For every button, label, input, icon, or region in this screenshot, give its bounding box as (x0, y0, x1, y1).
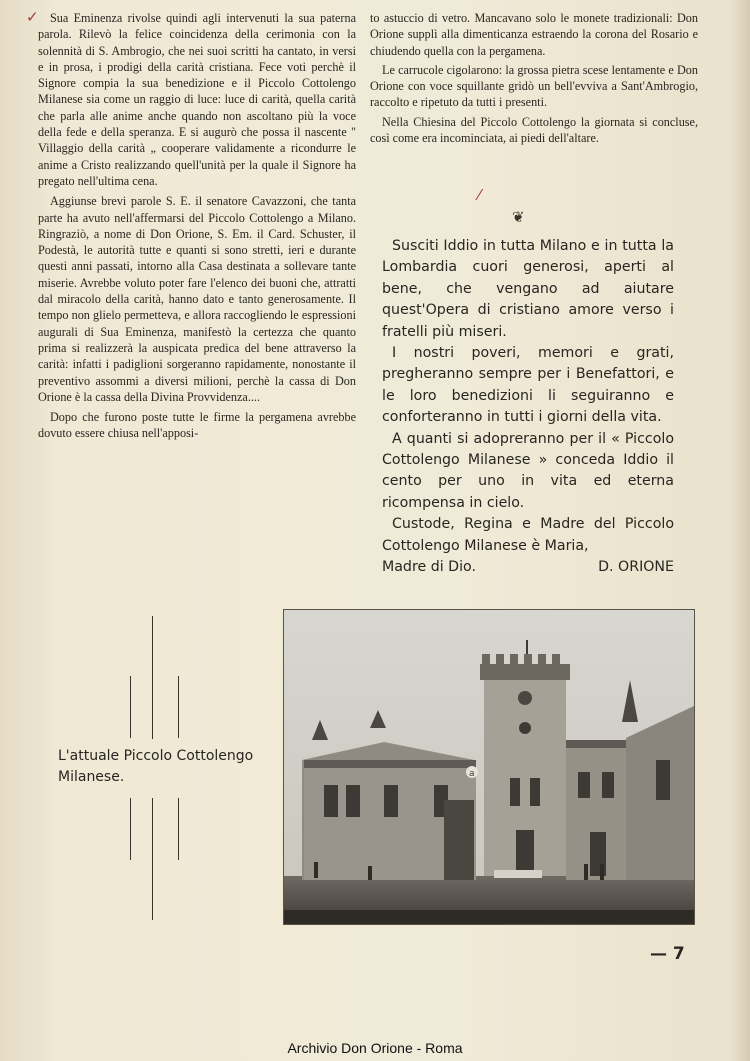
appeal-paragraph-3: A quanti si adopreranno per il « Piccolo Cottolengo Milanese » conceda Iddio il cento per uno in vita ed eterna ricompensa in cielo. (382, 430, 674, 511)
left-paragraph-2: Aggiunse brevi parole S. E. il senatore Cavazzoni, che tanta parte ha avuto nell'affermarsi del Piccolo Cottolengo a Milano. Ringraziò, a nome di Don Orione, S. Em. il Card. Schuster, il Podestà, le autorità tutte e quanti si sono stretti, ieri e durante questi anni passati, intorno alla Casa destinata a sollevare tante miserie. Avrebbe voluto poter fare l'elenco dei buoni che, attratti dal miracolo della carità, hanno dato e tanto generosamente. Il tempo non glielo permetteva, e allora raccogliendo le espressioni augurali di Sua Eminenza, manifestò la certezza che quanto prima si realizzerà la auspicata predica del bene attraverso la carità: infatti i padiglioni sorgeranno rapidamente, nonostante il preventivo assommi a diversi milioni, perchè la cassa di Don Orione è la cassa della Divina Provvidenza.... (38, 194, 356, 404)
right-paragraph-3: Nella Chiesina del Piccolo Cottolengo la giornata si concluse, così come era incominciata, ai piedi dell'altare. (370, 114, 698, 146)
left-paragraph-1: Sua Eminenza rivolse quindi agli intervenuti la sua paterna parola. Rilevò la felice coincidenza della cerimonia con la solennità di S. Ambrogio, che nei suoi scritti ha cantato, in versi e in prosa, i prodigi della carità cristiana. Fece voti perchè il Signore compia la sua benedizione e il Piccolo Cottolengo Milanese sia come un raggio di luce: luce di carità, quella carità che parla alle anime anche quando non ascoltano più la voce della fede e della speranza. E si augurò che possa il nascente " Villaggio della carità „ cooperare validamente a ricondurre le anime a Cristo realizzando quell'unità per la quale il Signore ha pregato nell'ultima cena. (38, 11, 356, 188)
appeal-block (382, 236, 674, 579)
left-text-column (38, 10, 356, 442)
red-check-mark-icon: ✓ (26, 8, 39, 26)
building-illustration (284, 610, 694, 924)
page-edge-shadow (730, 0, 750, 1061)
decorative-rule (152, 616, 153, 739)
red-pen-mark-icon: ⁄ (478, 186, 481, 204)
decorative-rule (178, 676, 179, 738)
appeal-paragraph-4: Custode, Regina e Madre del Piccolo Cottolengo Milanese è Maria, (382, 516, 674, 554)
decorative-rule (178, 798, 179, 860)
archive-footer: Archivio Don Orione - Roma (287, 1040, 463, 1056)
appeal-paragraph-1: Susciti Iddio in tutta Milano e in tutta la Lombardia cuori generosi, aperti al bene, che vengano ad aiutare quest'Opera di cristiano amore verso i fratelli più miseri. (382, 238, 674, 340)
signature: D. ORIONE (598, 559, 674, 576)
photo-label: a (469, 769, 475, 779)
signature-line (382, 557, 674, 578)
left-paragraph-3: Dopo che furono poste tutte le firme la pergamena avrebbe dovuto essere chiusa nell'apposi- (38, 410, 356, 441)
decorative-rule (130, 676, 131, 738)
appeal-paragraph-2: I nostri poveri, memori e grati, pregheranno sempre per i Benefattori, e le loro benedizioni li seguiranno e conforteranno in tutti i giorni della vita. (382, 345, 674, 426)
right-paragraph-2: Le carrucole cigolarono: la grossa pietra scese lentamente e Don Orione con voce squillante gridò un bell'evviva a Sant'Ambrogio, raccolto e ripetuto da tutti i presenti. (370, 62, 698, 110)
page-number: — 7 (650, 944, 685, 964)
decorative-rule (152, 798, 153, 920)
right-text-column (370, 10, 698, 146)
photo-caption: L'attuale Piccolo Cottolengo Milanese. (58, 748, 254, 785)
building-photo (283, 609, 695, 925)
ornament-icon: ❦ (512, 208, 525, 226)
right-paragraph-1: to astuccio di vetro. Mancavano solo le monete tradizionali: Don Orione supplì alla dimenticanza estraendo la corona del Rosario e chiudendo quella con la pergamena. (370, 11, 698, 58)
decorative-rule (130, 798, 131, 860)
appeal-last-line: Madre di Dio. (382, 559, 476, 576)
